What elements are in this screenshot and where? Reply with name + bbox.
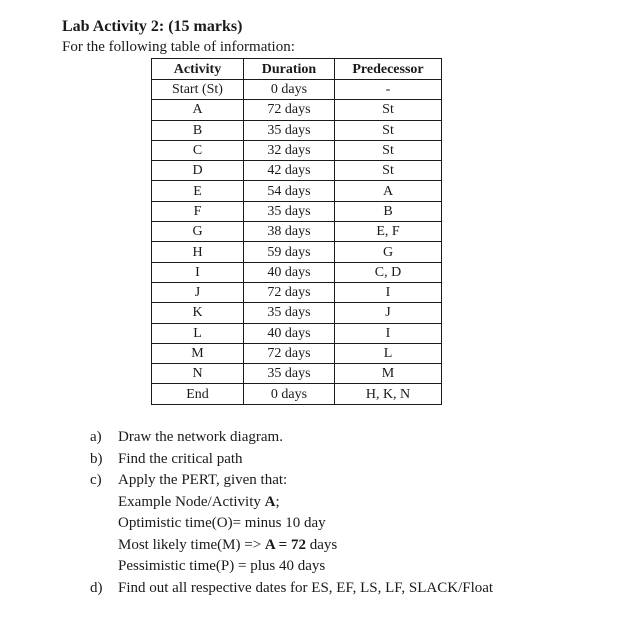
duration-cell: 54 days [244,181,335,201]
column-header-duration: Duration [244,59,335,80]
duration-cell: 0 days [244,384,335,404]
duration-cell: 35 days [244,364,335,384]
predecessor-cell: G [335,242,442,262]
table-header [152,59,442,80]
duration-cell: 59 days [244,242,335,262]
duration-cell: 35 days [244,201,335,221]
predecessor-cell: C, D [335,262,442,282]
most-likely-prefix: Most likely time(M) => [118,536,265,553]
activity-cell: Start (St) [152,80,244,100]
question-marker: d) [90,579,103,596]
predecessor-cell: M [335,364,442,384]
example-end: ; [275,493,280,510]
page-title: Lab Activity 2: (15 marks) [62,18,243,35]
duration-cell: 35 days [244,120,335,140]
predecessor-cell: St [335,100,442,120]
question-a [90,427,493,449]
activity-cell: N [152,364,244,384]
question-d [90,578,493,600]
duration-cell: 0 days [244,80,335,100]
table-row [152,384,442,404]
duration-cell: 35 days [244,303,335,323]
question-b [90,449,493,471]
predecessor-cell: St [335,161,442,181]
column-header-activity: Activity [152,59,244,80]
activity-cell: L [152,323,244,343]
activity-cell: G [152,222,244,242]
table-row [152,100,442,120]
pessimistic-line: Pessimistic time(P) = plus 40 days [118,558,326,574]
predecessor-cell: St [335,120,442,140]
predecessor-cell: B [335,201,442,221]
predecessor-cell: I [335,323,442,343]
duration-cell: 40 days [244,262,335,282]
activity-table [151,58,442,405]
duration-cell: 32 days [244,140,335,160]
most-likely-line [118,535,493,557]
predecessor-cell: - [335,80,442,100]
table-row [152,80,442,100]
question-list [90,427,493,599]
column-header-predecessor: Predecessor [335,59,442,80]
question-marker: b) [90,450,103,467]
activity-cell: K [152,303,244,323]
table-header-row [152,59,442,80]
activity-cell: C [152,140,244,160]
duration-cell: 38 days [244,222,335,242]
example-activity: A [264,493,276,510]
table-row [152,343,442,363]
table-row [152,201,442,221]
duration-cell: 72 days [244,100,335,120]
question-c [90,470,493,578]
activity-cell: M [152,343,244,363]
question-text: Find the critical path [118,450,243,467]
table-row [152,140,442,160]
predecessor-cell: A [335,181,442,201]
duration-cell: 42 days [244,161,335,181]
intro-text: For the following table of information: [62,39,295,55]
predecessor-cell: St [335,140,442,160]
question-text: Find out all respective dates for ES, EF, LS, LF, SLACK/Float [118,579,494,596]
example-text: Example Node/Activity [118,493,265,510]
table-row [152,181,442,201]
predecessor-cell: I [335,282,442,302]
table-row [152,303,442,323]
most-likely-value: A = 72 [264,536,306,553]
duration-cell: 72 days [244,343,335,363]
predecessor-cell: L [335,343,442,363]
table-row [152,120,442,140]
duration-cell: 40 days [244,323,335,343]
question-marker: c) [90,472,102,488]
table-body [152,80,442,405]
table-row [152,282,442,302]
table-row [152,262,442,282]
question-text: Draw the network diagram. [118,429,283,445]
activity-cell: E [152,181,244,201]
most-likely-suffix: days [305,536,338,553]
predecessor-cell: E, F [335,222,442,242]
optimistic-line: Optimistic time(O)= minus 10 day [118,515,326,531]
activity-cell: B [152,120,244,140]
activity-cell: J [152,282,244,302]
table-row [152,161,442,181]
question-text: Apply the PERT, given that: [118,472,288,488]
table-row [152,242,442,262]
table-row [152,222,442,242]
activity-cell: End [152,384,244,404]
duration-cell: 72 days [244,282,335,302]
activity-cell: A [152,100,244,120]
activity-cell: F [152,201,244,221]
activity-cell: H [152,242,244,262]
question-marker: a) [90,429,102,445]
example-line [118,492,493,514]
predecessor-cell: J [335,303,442,323]
activity-cell: D [152,161,244,181]
table-row [152,364,442,384]
predecessor-cell: H, K, N [335,384,442,404]
table-row [152,323,442,343]
activity-cell: I [152,262,244,282]
